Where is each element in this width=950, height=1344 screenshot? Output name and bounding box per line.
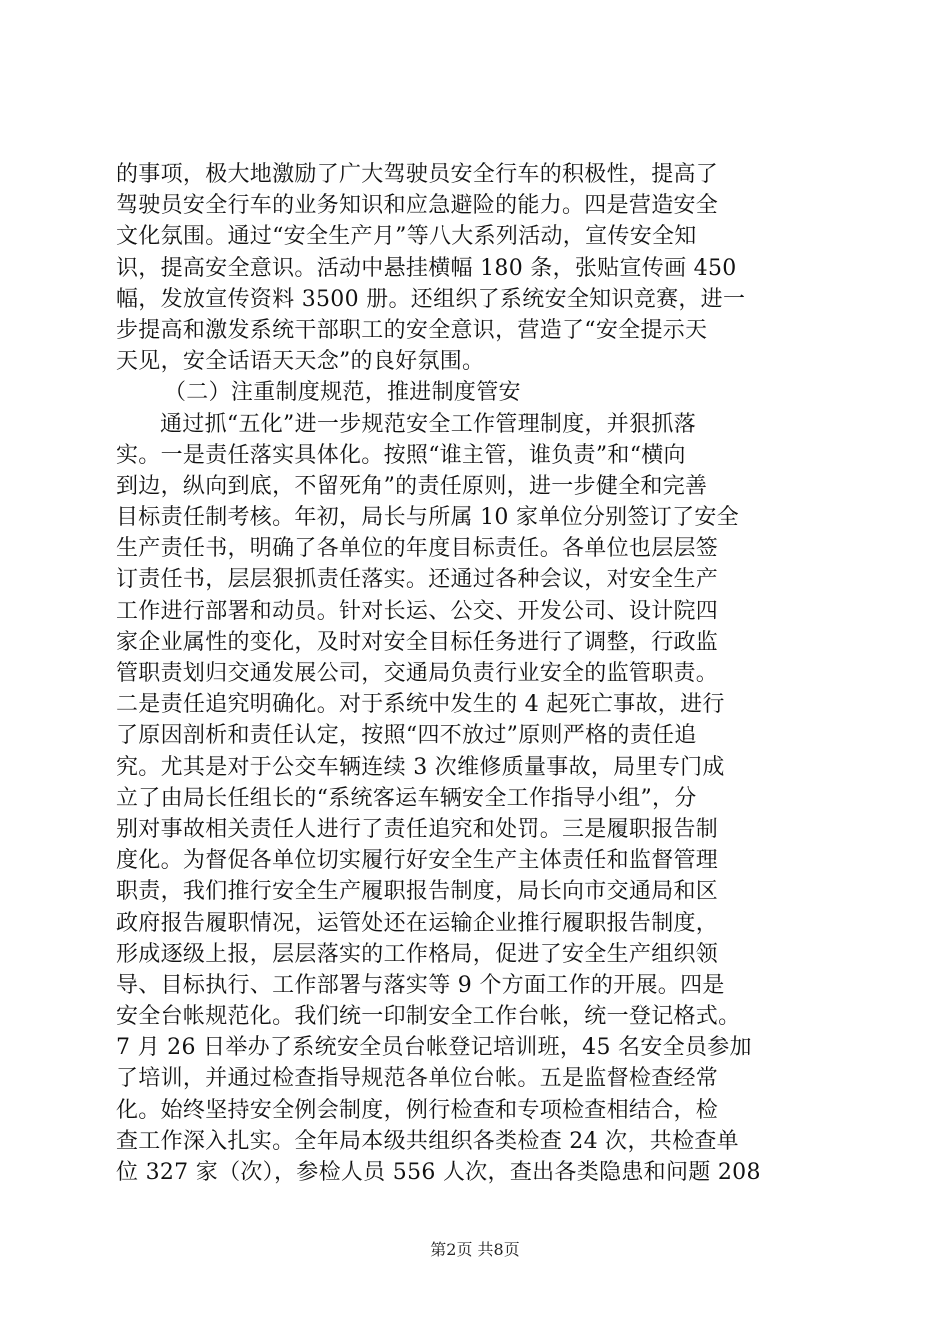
text-line: 位 327 家（次），参检人员 556 人次，查出各类隐患和问题 208 [116, 1160, 761, 1185]
paragraph-first-line: 通过抓“五化”进一步规范安全工作管理制度，并狠抓落 [160, 411, 696, 437]
text-line: 实。一是责任落实具体化。按照“谁主管，谁负责”和“横向 [116, 442, 686, 468]
text-line: 步提高和激发系统干部职工的安全意识，营造了“安全提示天 [116, 317, 708, 343]
text-line: 了原因剖析和责任认定，按照“四不放过”原则严格的责任追 [116, 723, 697, 749]
text-line: 化。始终坚持安全例会制度，例行检查和专项检查相结合，检 [116, 1097, 719, 1123]
text-line: 订责任书，层层狠抓责任落实。还通过各种会议，对安全生产 [116, 567, 719, 593]
text-line: 幅，发放宣传资料 3500 册。还组织了系统安全知识竞赛，进一 [116, 286, 746, 312]
text-line: 立了由局长任组长的“系统客运车辆安全工作指导小组”，分 [116, 785, 697, 811]
text-line: 生产责任书，明确了各单位的年度目标责任。各单位也层层签 [116, 536, 719, 562]
text-line: 天见，安全话语天天念”的良好氛围。 [116, 349, 485, 375]
text-line: 目标责任制考核。年初，局长与所属 10 家单位分别签订了安全 [116, 505, 739, 531]
text-line: 管职责划归交通发展公司，交通局负责行业安全的监管职责。 [116, 661, 719, 686]
text-line: 工作进行部署和动员。针对长运、公交、开发公司、设计院四 [116, 598, 719, 624]
text-line: 安全台帐规范化。我们统一印制安全工作台帐，统一登记格式。 [116, 1004, 741, 1030]
text-line: 到边，纵向到底，不留死角”的责任原则，进一步健全和完善 [116, 473, 708, 499]
text-line: 形成逐级上报，层层落实的工作格局，促进了安全生产组织领 [116, 941, 719, 967]
text-line: 驾驶员安全行车的业务知识和应急避险的能力。四是营造安全 [116, 193, 719, 219]
text-line: 7 月 26 日举办了系统安全员台帐登记培训班，45 名安全员参加 [116, 1035, 752, 1061]
text-line: 政府报告履职情况，运管处还在运输企业推行履职报告制度， [116, 910, 719, 936]
text-line: 二是责任追究明确化。对于系统中发生的 4 起死亡事故，进行 [116, 692, 725, 718]
section-heading: （二）注重制度规范，推进制度管安 [164, 380, 521, 406]
text-line: 导、目标执行、工作部署与落实等 9 个方面工作的开展。四是 [116, 972, 725, 998]
text-line: 家企业属性的变化，及时对安全目标任务进行了调整，行政监 [116, 629, 719, 655]
text-line: 识，提高安全意识。活动中悬挂横幅 180 条，张贴宣传画 450 [116, 255, 737, 281]
text-line: 文化氛围。通过“安全生产月”等八大系列活动，宣传安全知 [116, 224, 697, 250]
text-line: 查工作深入扎实。全年局本级共组织各类检查 24 次，共检查单 [116, 1128, 739, 1154]
text-line: 度化。为督促各单位切实履行好安全生产主体责任和监督管理 [116, 848, 719, 874]
text-line: 究。尤其是对于公交车辆连续 3 次维修质量事故，局里专门成 [116, 754, 725, 780]
document-body [116, 159, 846, 1188]
page-number-footer: 第2页 共8页 [430, 1240, 520, 1259]
text-line: 的事项，极大地激励了广大驾驶员安全行车的积极性，提高了 [116, 162, 719, 187]
text-line: 别对事故相关责任人进行了责任追究和处罚。三是履职报告制 [116, 816, 719, 842]
text-line: 职责，我们推行安全生产履职报告制度，局长向市交通局和区 [116, 879, 719, 905]
text-line: 了培训，并通过检查指导规范各单位台帐。五是监督检查经常 [116, 1066, 719, 1092]
